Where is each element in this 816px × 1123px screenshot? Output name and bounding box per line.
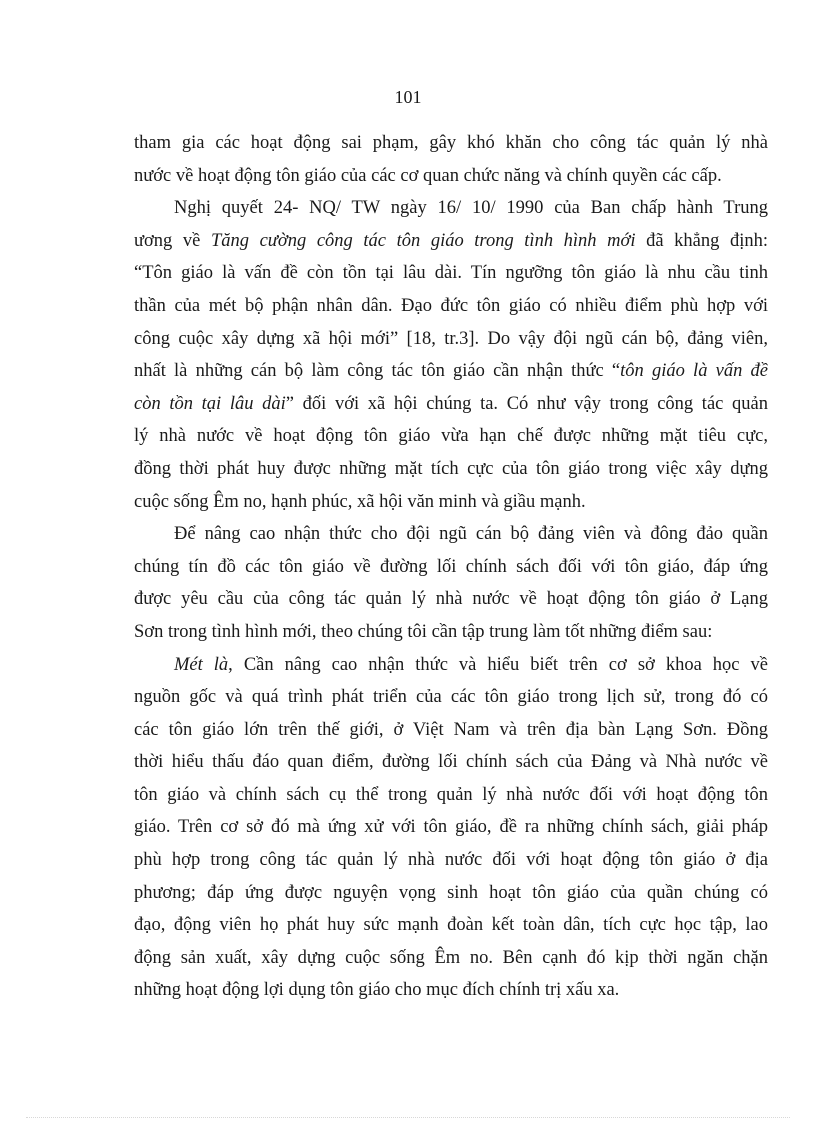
- text-segment: những hoạt động lợi dụng tôn giáo cho mục đích chính trị xấu xa.: [134, 980, 620, 1001]
- text-segment: Sơn trong tình hình mới, theo chúng tôi cần tập trung làm tốt những điểm sau:: [134, 621, 713, 642]
- text-segment: phương; đáp ứng được nguyện vọng sinh hoạt tôn giáo của quần chúng có: [134, 882, 768, 903]
- text-segment: đồng thời phát huy được những mặt tích cực của tôn giáo trong việc xây dựng: [134, 458, 768, 479]
- text-line: [134, 811, 768, 844]
- text-segment: ương về: [134, 230, 211, 251]
- text-line: [134, 779, 768, 812]
- text-line: [134, 486, 768, 519]
- text-segment: công cuộc xây dựng xã hội mới” [18, tr.3]. Do vậy đội ngũ cán bộ, đảng viên,: [134, 328, 768, 349]
- italic-text: tôn giáo là vấn đề: [620, 361, 769, 382]
- text-segment: các tôn giáo lớn trên thế giới, ở Việt Nam và trên địa bàn Lạng Sơn. Đồng: [134, 719, 768, 740]
- text-segment: giáo. Trên cơ sở đó mà ứng xử với tôn giáo, đề ra những chính sách, giải pháp: [134, 817, 768, 838]
- text-segment: nhất là những cán bộ làm công tác tôn giáo cần nhận thức “: [134, 361, 621, 382]
- text-segment: Nghị quyết 24- NQ/ TW ngày 16/ 10/ 1990 của Ban chấp hành Trung: [174, 198, 768, 219]
- text-line: [134, 160, 768, 193]
- text-line: [134, 746, 768, 779]
- text-segment: chúng tín đồ các tôn giáo về đường lối chính sách đối với tôn giáo, đáp ứng: [134, 556, 768, 577]
- text-line: [134, 453, 768, 486]
- italic-text: Mét là: [174, 654, 229, 675]
- text-line: [134, 257, 768, 290]
- text-line: [134, 355, 768, 388]
- text-segment: , Cần nâng cao nhận thức và hiểu biết trên cơ sở khoa học về: [228, 654, 768, 675]
- text-line: [134, 974, 768, 1007]
- paragraph: [134, 127, 768, 192]
- text-line: [134, 290, 768, 323]
- text-segment: tôn giáo và chính sách cụ thể trong quản lý nhà nước đối với hoạt động tôn: [134, 784, 768, 805]
- text-segment: tham gia các hoạt động sai phạm, gây khó khăn cho công tác quản lý nhà: [134, 133, 768, 153]
- text-line: [134, 942, 768, 975]
- text-line: [134, 714, 768, 747]
- text-segment: lý nhà nước về hoạt động tôn giáo vừa hạn chế được những mặt tiêu cực,: [134, 426, 768, 447]
- text-line: [134, 649, 768, 682]
- text-line: [134, 551, 768, 584]
- text-segment: đạo, động viên họ phát huy sức mạnh đoàn kết toàn dân, tích cực học tập, lao: [134, 915, 768, 936]
- text-segment: thần của mét bộ phận nhân dân. Đạo đức tôn giáo có nhiều điểm phù hợp với: [134, 295, 768, 316]
- italic-text: Tăng cường công tác tôn giáo trong tình hình mới: [210, 230, 636, 251]
- text-line: [134, 323, 768, 356]
- text-line: [134, 127, 768, 160]
- paragraph: [134, 518, 768, 648]
- text-line: [134, 583, 768, 616]
- text-segment: động sản xuất, xây dựng cuộc sống Êm no. Bên cạnh đó kịp thời ngăn chặn: [134, 947, 768, 968]
- paragraph: [134, 192, 768, 518]
- text-segment: thời hiểu thấu đáo quan điểm, đường lối chính sách của Đảng và Nhà nước về: [134, 752, 768, 773]
- italic-text: còn tồn tại lâu dài: [134, 393, 286, 414]
- text-segment: đã khẳng định:: [635, 230, 768, 251]
- text-segment: phù hợp trong công tác quản lý nhà nước đối với hoạt động tôn giáo ở địa: [134, 850, 768, 871]
- text-line: [134, 518, 768, 551]
- text-line: [134, 225, 768, 258]
- text-line: [134, 192, 768, 225]
- page-bottom-rule: [26, 1117, 790, 1118]
- text-segment: được yêu cầu của công tác quản lý nhà nước về hoạt động tôn giáo ở Lạng: [134, 589, 768, 610]
- paragraph: [134, 649, 768, 1008]
- document-body: [134, 127, 768, 1007]
- text-line: [134, 909, 768, 942]
- text-line: [134, 877, 768, 910]
- text-line: [134, 616, 768, 649]
- page-number: 101: [394, 87, 422, 107]
- text-segment: ” đối với xã hội chúng ta. Có như vậy trong công tác quản: [285, 393, 768, 414]
- text-line: [134, 681, 768, 714]
- text-line: [134, 388, 768, 421]
- text-segment: nước về hoạt động tôn giáo của các cơ quan chức năng và chính quyền các cấp.: [134, 165, 722, 186]
- text-line: [134, 420, 768, 453]
- text-segment: Để nâng cao nhận thức cho đội ngũ cán bộ đảng viên và đông đảo quần: [174, 524, 768, 545]
- text-segment: cuộc sống Êm no, hạnh phúc, xã hội văn minh và giầu mạnh.: [134, 491, 586, 512]
- text-line: [134, 844, 768, 877]
- text-segment: nguồn gốc và quá trình phát triển của các tôn giáo trong lịch sử, trong đó có: [134, 687, 768, 708]
- text-segment: “Tôn giáo là vấn đề còn tồn tại lâu dài. Tín ngưỡng tôn giáo là nhu cầu tinh: [134, 263, 768, 284]
